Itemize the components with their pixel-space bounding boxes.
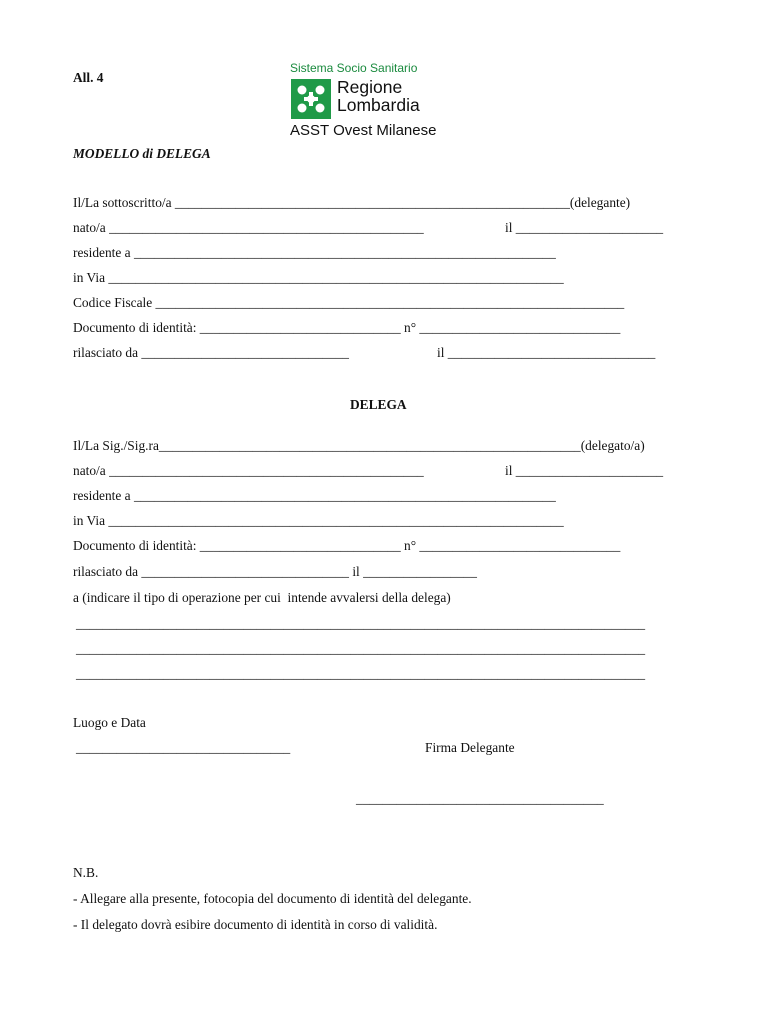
signature-field[interactable]: _____________________________________ <box>356 791 604 806</box>
delega-heading: DELEGA <box>350 397 407 412</box>
delegante-name-field[interactable]: Il/La sottoscritto/a ___________________________________________________________(delegante) <box>73 195 631 210</box>
place-date-label: Luogo e Data <box>73 715 146 730</box>
delegato-issued-field[interactable]: rilasciato da _______________________________ il _________________ <box>73 564 477 579</box>
logo-region-line1: Regione <box>337 77 403 97</box>
form-title: MODELLO di DELEGA <box>73 146 211 161</box>
delegante-id-document-field[interactable]: Documento di identità: ______________________________ n° ______________________________ <box>73 320 621 335</box>
signature-label: Firma Delegante <box>425 740 515 755</box>
logo-region-line2: Lombardia <box>337 95 420 115</box>
place-date-field[interactable]: ________________________________ <box>76 740 291 755</box>
delegato-residence-field[interactable]: residente a _______________________________________________________________ <box>73 488 556 503</box>
delegante-issued-date-field[interactable]: il _______________________________ <box>437 345 656 360</box>
delegante-fiscal-code-field[interactable]: Codice Fiscale ______________________________________________________________________ <box>73 295 625 310</box>
delegante-street-field[interactable]: in Via ____________________________________________________________________ <box>73 270 564 285</box>
note-item: - Il delegato dovrà esibire documento di identità in corso di validità. <box>73 917 438 932</box>
nb-label: N.B. <box>73 865 99 880</box>
delegato-id-document-field[interactable]: Documento di identità: ______________________________ n° ______________________________ <box>73 538 621 553</box>
lombardia-rose-icon <box>291 79 331 119</box>
delegante-residence-field[interactable]: residente a _______________________________________________________________ <box>73 245 556 260</box>
delegato-birthplace-field[interactable]: nato/a _______________________________________________ <box>73 463 424 478</box>
operation-blank-line[interactable]: _____________________________________________________________________________________ <box>76 616 646 631</box>
delegante-birthdate-field[interactable]: il ______________________ <box>505 220 664 235</box>
note-item: - Allegare alla presente, fotocopia del documento di identità del delegante. <box>73 891 472 906</box>
delegante-birthplace-field[interactable]: nato/a _______________________________________________ <box>73 220 424 235</box>
operation-type-label: a (indicare il tipo di operazione per cui intende avvalersi della delega) <box>73 590 451 605</box>
delegante-issued-by-field[interactable]: rilasciato da _______________________________ <box>73 345 349 360</box>
delegato-name-field[interactable]: Il/La Sig./Sig.ra_______________________________________________________________(delegato/a) <box>73 438 645 453</box>
delegato-street-field[interactable]: in Via ____________________________________________________________________ <box>73 513 564 528</box>
logo-asst-text: ASST Ovest Milanese <box>290 122 437 139</box>
operation-blank-line[interactable]: _____________________________________________________________________________________ <box>76 641 646 656</box>
logo-system-text: Sistema Socio Sanitario <box>290 61 418 75</box>
delegato-birthdate-field[interactable]: il ______________________ <box>505 463 664 478</box>
regione-lombardia-logo <box>288 61 472 141</box>
allegato-label: All. 4 <box>73 70 104 85</box>
operation-blank-line[interactable]: _____________________________________________________________________________________ <box>76 666 646 681</box>
